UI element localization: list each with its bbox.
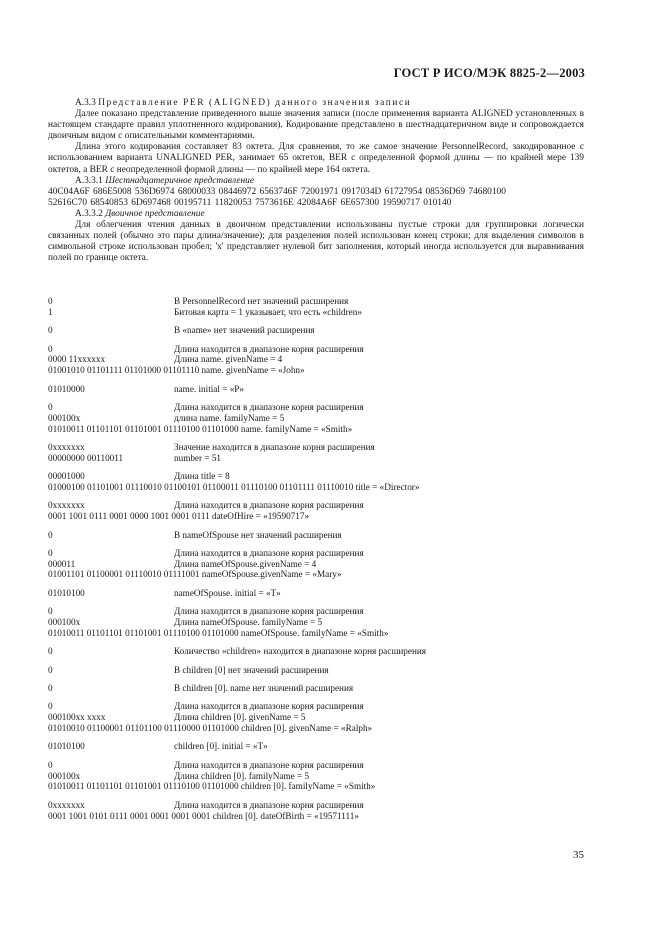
encoding-row	[48, 771, 608, 782]
encoding-row	[48, 617, 608, 628]
encoding-row	[48, 384, 608, 395]
group-spacer	[48, 376, 608, 384]
standard-header: ГОСТ Р ИСО/МЭК 8825-2—2003	[393, 66, 585, 80]
hex-line-2: 52616C70 68540853 6D697468 00195711 11820053 7573616E 42084A6F 6E657300 19590717 010140	[48, 197, 452, 208]
group-spacer	[48, 734, 608, 742]
group-spacer	[48, 394, 608, 402]
encoding-bits-with-value: 01001010 01101111 01101000 01101110 name. givenName = «John»	[48, 365, 305, 376]
encoding-bits: 0	[48, 547, 53, 558]
encoding-bits: 0	[48, 683, 53, 694]
encoding-bits-with-value: 01000100 01101001 01110010 01100101 01100011 01110100 01101111 01110010 title = «Director»	[48, 481, 420, 492]
encoding-comment: Длина находится в диапазоне корня расширения	[174, 799, 364, 810]
binary-section-number: А.3.3.2	[75, 208, 103, 219]
encoding-row	[48, 354, 608, 365]
encoding-bits: 00001000	[48, 471, 85, 482]
encoding-bits: 0xxxxxxx	[48, 500, 85, 511]
group-spacer	[48, 540, 608, 548]
encoding-comment: В «name» нет значений расширения	[174, 325, 315, 336]
group-spacer	[48, 522, 608, 530]
section-title: Представление PER (ALIGNED) данного значения записи	[98, 98, 412, 108]
encoding-comment: Количество «children» находится в диапазоне корня расширения	[174, 646, 427, 657]
encoding-bits: 0	[48, 401, 53, 412]
encoding-row	[48, 296, 608, 307]
hex-section-number: А.3.3.1	[75, 175, 103, 186]
encoding-bits: 0xxxxxxx	[48, 799, 85, 810]
group-spacer	[48, 493, 608, 501]
binary-encoding-listing	[48, 296, 608, 821]
encoding-row	[48, 402, 608, 413]
encoding-comment: Длина находится в диапазоне корня расширения	[174, 547, 364, 558]
group-spacer	[48, 792, 608, 800]
encoding-comment: В children [0] нет значений расширения	[174, 664, 329, 675]
group-spacer	[48, 464, 608, 472]
encoding-row	[48, 723, 608, 734]
encoding-row	[48, 365, 608, 376]
encoding-comment: Длина name. givenName = 4	[174, 354, 283, 365]
encoding-row	[48, 781, 608, 792]
encoding-comment: Длина nameOfSpouse. familyName = 5	[174, 617, 323, 628]
hex-heading	[48, 176, 584, 187]
encoding-row	[48, 760, 608, 771]
encoding-bits-with-value: 01010010 01100001 01101100 01110000 01101000 children [0]. givenName = «Ralph»	[48, 723, 373, 734]
binary-heading	[48, 209, 584, 220]
encoding-comment: number = 51	[174, 452, 222, 463]
encoding-comment: Длина находится в диапазоне корня расширения	[174, 401, 364, 412]
encoding-bits: 01010100	[48, 587, 85, 598]
encoding-comment: В PersonnelRecord нет значений расширения	[174, 296, 349, 306]
encoding-comment: Длина nameOfSpouse.givenName = 4	[174, 558, 317, 569]
paragraph-intro: Далее показано представление приведенного выше значения записи (после применения варианта ALIGNED установленных в настоящем стандарте правил уплотненного кодирования). Кодирование представлено в шестнадцатеричном виде и сопровождается двоичным видом с описательными комментариями.	[48, 109, 584, 142]
encoding-comment: Длина children [0]. givenName = 5	[174, 712, 306, 723]
encoding-row	[48, 307, 608, 318]
encoding-comment: Длина title = 8	[174, 471, 230, 482]
encoding-row	[48, 811, 608, 822]
encoding-bits-with-value: 0001 1001 0111 0001 0000 1001 0001 0111 dateOfHire = «19590717»	[48, 511, 310, 522]
encoding-bits: 01010100	[48, 741, 85, 752]
encoding-row	[48, 453, 608, 464]
encoding-row	[48, 683, 608, 694]
encoding-bits: 000100xx xxxx	[48, 712, 106, 723]
encoding-comment: Длина находится в диапазоне корня расширения	[174, 500, 364, 511]
encoding-bits-with-value: 01010011 01101101 01101001 01110100 01101000 children [0]. familyName = «Smith»	[48, 781, 376, 792]
encoding-comment: Длина children [0]. familyName = 5	[174, 770, 310, 781]
page-number: 35	[573, 849, 584, 861]
encoding-row	[48, 569, 608, 580]
hex-section-title: Шестнадцатеричное представление	[105, 175, 254, 186]
binary-intro: Для облегчения чтения данных в двоичном представлении использованы пустые строки для группировки логически связанных полей (обычно это пары длина/значение); для разделения полей использован конец строки; для выделения символов в символьной строке использован пробел; 'x' представляет нулевой бит заполнения, который иногда используется для выравнивания полей по границе октета.	[48, 220, 584, 264]
encoding-row	[48, 741, 608, 752]
section-number: А.3.3	[75, 98, 96, 108]
encoding-bits: 000100x	[48, 412, 81, 423]
encoding-comment: children [0]. initial = «T»	[174, 741, 268, 752]
encoding-comment: В children [0]. name нет значений расширения	[174, 683, 354, 694]
encoding-bits: 0000 11xxxxxx	[48, 354, 106, 365]
encoding-row	[48, 800, 608, 811]
encoding-row	[48, 559, 608, 570]
encoding-bits: 01010000	[48, 383, 85, 394]
encoding-bits: 0xxxxxxx	[48, 441, 85, 452]
encoding-row	[48, 424, 608, 435]
section-heading	[48, 98, 584, 109]
paragraph-length: Длина этого кодирования составляет 83 октета. Для сравнения, то же самое значение PersonnelRecord, закодированное с использованием варианта UNALIGNED PER, занимает 65 октетов, BER с определенной формой длины — по крайней мере 139 октетов, а BER с неопределенной формой длины — по крайней мере 164 октета.	[48, 142, 584, 175]
group-spacer	[48, 639, 608, 647]
encoding-bits: 0	[48, 343, 53, 354]
encoding-row	[48, 442, 608, 453]
encoding-bits: 0	[48, 606, 53, 617]
encoding-comment: В nameOfSpouse нет значений расширения	[174, 529, 342, 540]
binary-section-title: Двоичное представление	[105, 208, 205, 219]
encoding-row	[48, 588, 608, 599]
encoding-row	[48, 482, 608, 493]
encoding-comment: nameOfSpouse. initial = «T»	[174, 587, 281, 598]
encoding-row	[48, 606, 608, 617]
encoding-bits: 0	[48, 529, 53, 540]
hex-line-1: 40C04A6F 686E5008 536D6974 68000033 08446972 6563746F 72001971 0917034D 61727954 08536D69 74680100	[48, 186, 506, 197]
encoding-comment: Длина находится в диапазоне корня расширения	[174, 759, 364, 770]
encoding-bits: 0	[48, 759, 53, 770]
group-spacer	[48, 675, 608, 683]
group-spacer	[48, 580, 608, 588]
group-spacer	[48, 336, 608, 344]
encoding-comment: name. initial = «P»	[174, 383, 244, 394]
encoding-row	[48, 500, 608, 511]
encoding-bits: 0	[48, 701, 53, 712]
encoding-row	[48, 628, 608, 639]
encoding-bits: 000100x	[48, 770, 81, 781]
encoding-bits-with-value: 01001101 01100001 01110010 01111001 nameOfSpouse.givenName = «Mary»	[48, 569, 342, 580]
encoding-comment: длина name. familyName = 5	[174, 412, 285, 423]
encoding-row	[48, 344, 608, 355]
encoding-bits: 000100x	[48, 617, 81, 628]
group-spacer	[48, 599, 608, 607]
encoding-row	[48, 511, 608, 522]
encoding-row	[48, 471, 608, 482]
group-spacer	[48, 318, 608, 326]
encoding-bits-with-value: 01010011 01101101 01101001 01110100 01101000 name. familyName = «Smith»	[48, 423, 353, 434]
encoding-bits: 1	[48, 306, 53, 317]
encoding-bits-with-value: 01010011 01101101 01101001 01110100 01101000 nameOfSpouse. familyName = «Smith»	[48, 627, 389, 638]
encoding-comment: Битовая карта = 1 указывает, что есть «children»	[174, 306, 362, 317]
encoding-bits: 0	[48, 664, 53, 675]
encoding-comment: Длина находится в диапазоне корня расширения	[174, 701, 364, 712]
encoding-row	[48, 413, 608, 424]
encoding-bits: 0	[48, 325, 53, 336]
encoding-bits: 00000000 00110011	[48, 452, 124, 463]
encoding-comment: Длина находится в диапазоне корня расширения	[174, 343, 364, 354]
encoding-row	[48, 701, 608, 712]
encoding-comment: Значение находится в диапазоне корня расширения	[174, 441, 375, 452]
text-body	[48, 98, 584, 264]
encoding-bits: 0	[48, 646, 53, 657]
encoding-bits-with-value: 0001 1001 0101 0111 0001 0001 0001 0001 children [0]. dateOfBirth = «19571111»	[48, 810, 359, 821]
encoding-row	[48, 665, 608, 676]
encoding-row	[48, 530, 608, 541]
encoding-bits: 0	[48, 296, 53, 306]
group-spacer	[48, 752, 608, 760]
encoding-comment: Длина находится в диапазоне корня расширения	[174, 606, 364, 617]
group-spacer	[48, 434, 608, 442]
group-spacer	[48, 657, 608, 665]
encoding-row	[48, 548, 608, 559]
encoding-row	[48, 712, 608, 723]
encoding-row	[48, 646, 608, 657]
encoding-row	[48, 325, 608, 336]
encoding-bits: 000011	[48, 558, 76, 569]
group-spacer	[48, 694, 608, 702]
